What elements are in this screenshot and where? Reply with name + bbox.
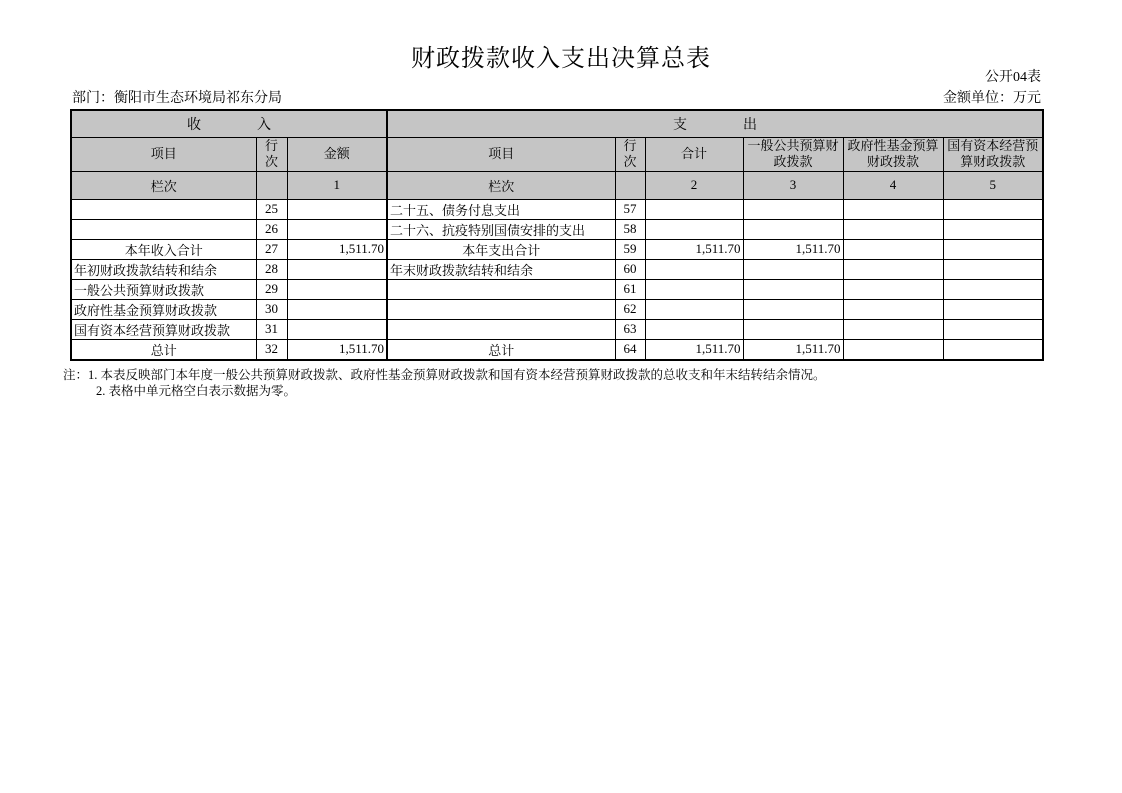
table-cell-income-amount	[287, 279, 387, 299]
table-cell-fund	[843, 339, 943, 360]
table-row	[71, 259, 1043, 279]
note-line-1: 注：1. 本表反映部门本年度一般公共预算财政拨款、政府性基金预算财政拨款和国有资本经营预算财政拨款的总收支和年末结转结余情况。	[63, 368, 826, 382]
table-cell-income-amount	[287, 299, 387, 319]
table-cell-fund	[843, 259, 943, 279]
lanci-expense-row-no	[615, 171, 645, 199]
table-cell-general	[743, 299, 843, 319]
table-cell-income-amount: 1,511.70	[287, 339, 387, 360]
col-header-total: 合计	[645, 137, 743, 171]
table-cell-total	[645, 279, 743, 299]
table-cell-expense-item: 二十六、抗疫特别国债安排的支出	[387, 219, 615, 239]
table-cell-expense-row: 62	[615, 299, 645, 319]
table-cell-fund	[843, 199, 943, 219]
col-header-general-budget: 一般公共预算财政拨款	[743, 137, 843, 171]
table-cell-income-amount	[287, 219, 387, 239]
table-cell-income-item: 总计	[71, 339, 256, 360]
table-cell-income-item: 年初财政拨款结转和结余	[71, 259, 256, 279]
col-header-income-item: 项目	[71, 137, 256, 171]
table-cell-income-row: 26	[256, 219, 287, 239]
table-cell-expense-item: 二十五、债务付息支出	[387, 199, 615, 219]
table-cell-total	[645, 219, 743, 239]
table-cell-general	[743, 279, 843, 299]
table-cell-income-amount	[287, 259, 387, 279]
table-cell-capital	[943, 219, 1043, 239]
table-cell-expense-row: 59	[615, 239, 645, 259]
table-cell-general: 1,511.70	[743, 339, 843, 360]
column-header-row	[71, 137, 1043, 171]
department-label: 部门：衡阳市生态环境局祁东分局	[72, 91, 282, 106]
table-cell-income-amount	[287, 199, 387, 219]
table-cell-expense-row: 61	[615, 279, 645, 299]
table-cell-general	[743, 319, 843, 339]
table-cell-capital	[943, 279, 1043, 299]
unit-label: 金额单位：万元	[943, 91, 1041, 106]
lanci-col-3: 3	[743, 171, 843, 199]
table-cell-income-row: 28	[256, 259, 287, 279]
table-cell-expense-item	[387, 279, 615, 299]
table-cell-expense-row: 60	[615, 259, 645, 279]
lanci-col-5: 5	[943, 171, 1043, 199]
lanci-col-1: 1	[287, 171, 387, 199]
table-cell-income-row: 32	[256, 339, 287, 360]
section-header-row	[71, 110, 1043, 137]
notes-block	[63, 367, 1062, 399]
table-cell-fund	[843, 279, 943, 299]
table-cell-total	[645, 299, 743, 319]
table-cell-total	[645, 199, 743, 219]
table-row	[71, 199, 1043, 219]
table-cell-capital	[943, 259, 1043, 279]
table-row	[71, 279, 1043, 299]
meta-row	[72, 87, 1041, 107]
table-row	[71, 239, 1043, 259]
table-cell-capital	[943, 339, 1043, 360]
table-cell-expense-item: 总计	[387, 339, 615, 360]
page-title: 财政拨款收入支出决算总表	[411, 46, 711, 72]
table-cell-total: 1,511.70	[645, 339, 743, 360]
lanci-col-2: 2	[645, 171, 743, 199]
col-header-capital-budget: 国有资本经营预算财政拨款	[943, 137, 1043, 171]
lanci-expense-label: 栏次	[387, 171, 615, 199]
table-row	[71, 299, 1043, 319]
table-cell-income-row: 31	[256, 319, 287, 339]
table-cell-fund	[843, 299, 943, 319]
table-row	[71, 339, 1043, 360]
table-cell-fund	[843, 219, 943, 239]
table-cell-income-item: 国有资本经营预算财政拨款	[71, 319, 256, 339]
table-cell-general	[743, 259, 843, 279]
table-cell-income-row: 29	[256, 279, 287, 299]
table-cell-expense-item: 年末财政拨款结转和结余	[387, 259, 615, 279]
table-cell-general	[743, 219, 843, 239]
col-header-income-row-no: 行次	[256, 137, 287, 171]
table-cell-expense-row: 58	[615, 219, 645, 239]
table-cell-expense-item	[387, 299, 615, 319]
table-row	[71, 219, 1043, 239]
note-line-2: 2. 表格中单元格空白表示数据为零。	[96, 384, 297, 398]
budget-table	[70, 109, 1044, 361]
col-header-income-amount: 金额	[287, 137, 387, 171]
lanci-col-4: 4	[843, 171, 943, 199]
table-cell-general	[743, 199, 843, 219]
expense-section-header: 支 出	[387, 110, 1043, 137]
col-header-expense-row-no: 行次	[615, 137, 645, 171]
lanci-income-label: 栏次	[71, 171, 256, 199]
table-cell-income-amount	[287, 319, 387, 339]
table-cell-income-item: 一般公共预算财政拨款	[71, 279, 256, 299]
table-cell-capital	[943, 239, 1043, 259]
table-cell-income-item: 政府性基金预算财政拨款	[71, 299, 256, 319]
table-row	[71, 319, 1043, 339]
table-cell-expense-row: 57	[615, 199, 645, 219]
col-header-expense-item: 项目	[387, 137, 615, 171]
lanci-income-row-no	[256, 171, 287, 199]
table-cell-income-row: 25	[256, 199, 287, 219]
table-cell-capital	[943, 319, 1043, 339]
table-cell-general: 1,511.70	[743, 239, 843, 259]
table-cell-income-item: 本年收入合计	[71, 239, 256, 259]
table-cell-expense-item: 本年支出合计	[387, 239, 615, 259]
table-cell-income-row: 27	[256, 239, 287, 259]
table-cell-total	[645, 259, 743, 279]
table-cell-expense-item	[387, 319, 615, 339]
income-section-header: 收 入	[71, 110, 387, 137]
table-cell-expense-row: 63	[615, 319, 645, 339]
table-cell-fund	[843, 239, 943, 259]
table-cell-total: 1,511.70	[645, 239, 743, 259]
form-code-label: 公开04表	[985, 70, 1041, 85]
table-cell-income-row: 30	[256, 299, 287, 319]
col-header-fund-budget: 政府性基金预算财政拨款	[843, 137, 943, 171]
column-index-row	[71, 171, 1043, 199]
table-cell-income-item	[71, 199, 256, 219]
table-cell-income-item	[71, 219, 256, 239]
table-cell-capital	[943, 299, 1043, 319]
table-cell-income-amount: 1,511.70	[287, 239, 387, 259]
table-cell-capital	[943, 199, 1043, 219]
table-cell-fund	[843, 319, 943, 339]
table-cell-expense-row: 64	[615, 339, 645, 360]
table-cell-total	[645, 319, 743, 339]
